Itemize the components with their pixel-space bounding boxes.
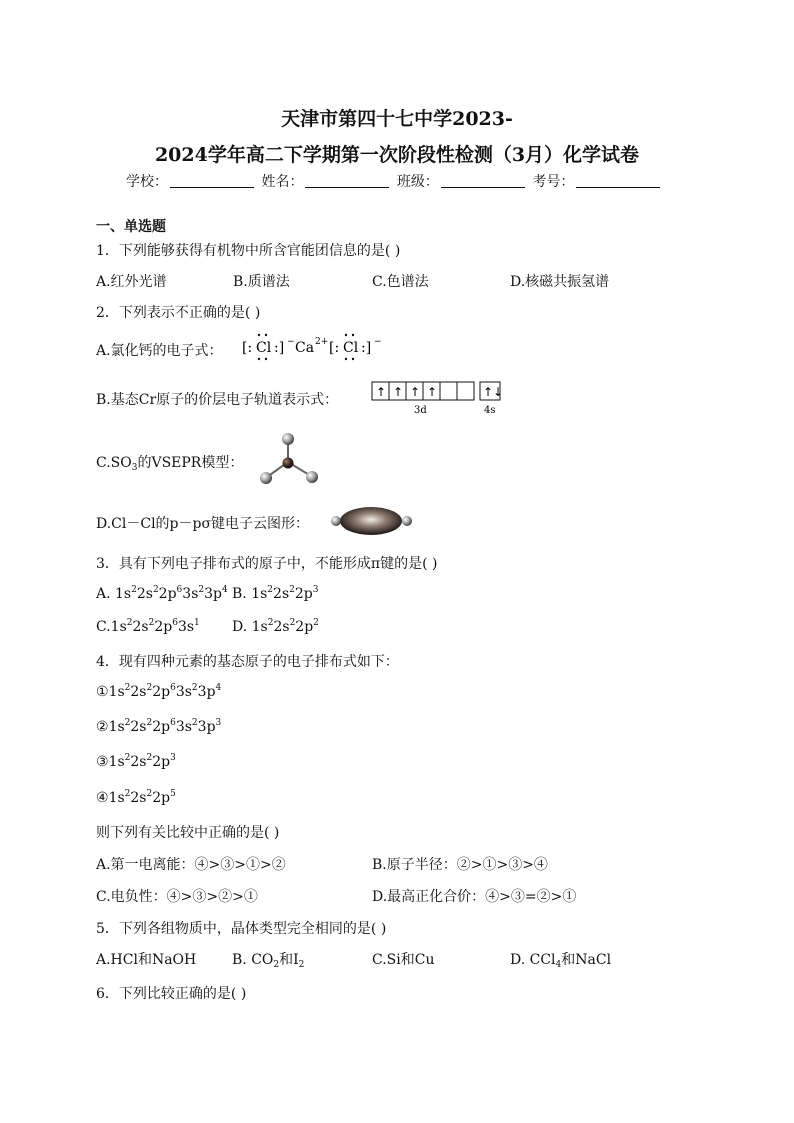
orbital-4s-label: 4s: [484, 405, 496, 416]
subshell-label: 2s: [130, 719, 147, 735]
q4-config-4: $④1s^22s^22p^5$: [96, 789, 176, 806]
q2-stem: 2．下列表示不正确的是( ): [96, 305, 261, 321]
q1-option-d: D.核磁共振氢谱: [510, 274, 610, 290]
so3-oxygen-right: [306, 471, 318, 483]
cacl2-minus-left: −: [287, 337, 295, 347]
q2-option-c-label: $C.SO_3$的VSEPR模型：: [96, 455, 244, 473]
electron-count: 1: [194, 618, 200, 628]
q2-option-d-label: D.Cl－Cl的p－pσ键电子云图形：: [96, 516, 310, 532]
subshell-label: 2s: [130, 684, 147, 700]
subshell-label: 2p: [154, 619, 173, 635]
electron-count: 2: [267, 585, 274, 595]
q3-option-d: D. $1s^22s^22p^2$: [232, 618, 319, 635]
cacl2-cl-left: Cl: [256, 340, 272, 356]
subshell-label: 2p: [152, 684, 171, 700]
subshell-label: 1s: [251, 586, 268, 602]
subshell-label: 2p: [294, 586, 313, 602]
q3-option-c: $C.1s^22s^22p^63s^1$: [96, 618, 200, 635]
q4-option-a: A.第一电离能：④>③>①>②: [96, 857, 286, 873]
electron-count: 2: [126, 618, 133, 628]
q4-stem: 4．现有四种元素的基态原子的电子排布式如下：: [96, 654, 399, 670]
number-blank[interactable]: [576, 174, 660, 188]
electron-count: 2: [124, 718, 131, 728]
q5-option-d: D. CCl$_4$和NaCl: [510, 952, 612, 970]
cl-atom-left: [331, 516, 341, 526]
q1-stem: 1．下列能够获得有机物中所含官能团信息的是( ): [96, 243, 401, 259]
electron-count: 3: [215, 718, 222, 728]
q1-option-b: B.质谱法: [233, 274, 290, 290]
spin-up-arrow: ↑: [376, 385, 387, 399]
so3-sulfur-center: [283, 458, 294, 469]
electron-count: 4: [221, 585, 228, 595]
section-heading: 一、单选题: [96, 219, 166, 235]
q3-option-b: B. $1s^22s^22p^3$: [232, 585, 319, 602]
q2-option-a-label: A.氯化钙的电子式：: [96, 343, 223, 359]
subshell-label: 1s: [115, 586, 132, 602]
subshell-label: 2s: [130, 754, 147, 770]
cr-orbital-diagram: [368, 378, 508, 418]
q4-option-b: B.原子半径：②>①>③>④: [372, 857, 548, 873]
q4-option-c: C.电负性：④>③>②>①: [96, 889, 258, 905]
electron-count: 2: [146, 718, 153, 728]
subshell-label: 2p: [158, 586, 177, 602]
electron-count: 2: [289, 585, 295, 595]
electron-count: 2: [148, 618, 155, 628]
sigma-bond-cloud: [340, 507, 402, 535]
q2-option-b-label: B.基态Cr原子的价层电子轨道表示式：: [96, 392, 339, 408]
subshell-label: 2p: [152, 719, 171, 735]
subshell-label: 2s: [136, 586, 153, 602]
subshell-label: 1s: [108, 754, 125, 770]
subshell-label: 1s: [251, 619, 268, 635]
subshell-label: 2p: [152, 790, 171, 806]
subshell-label: 1s: [108, 684, 125, 700]
cacl2-right-close: :]: [361, 340, 372, 356]
cacl2-right-bracket: [:: [329, 340, 340, 356]
cacl2-minus-right: −: [374, 337, 382, 347]
electron-count: 2: [124, 789, 131, 799]
subshell-label: 2s: [273, 619, 290, 635]
electron-count: 6: [170, 683, 176, 693]
electron-count: 2: [289, 618, 296, 628]
electron-count: 2: [267, 618, 274, 628]
q4-option-d: D.最高正化合价：④>③=②>①: [372, 889, 577, 905]
electron-count: 6: [170, 718, 176, 728]
subshell-label: 3p: [197, 719, 216, 735]
q1-option-a: A.红外光谱: [96, 274, 167, 290]
q5-stem: 5．下列各组物质中，晶体类型完全相同的是( ): [96, 921, 387, 937]
q4-config-2: $②1s^22s^22p^63s^23p^3$: [96, 718, 222, 735]
electron-count: 2: [191, 718, 198, 728]
cacl2-left-close: :]: [274, 340, 285, 356]
electron-count: 2: [152, 585, 159, 595]
electron-count: 6: [172, 618, 178, 628]
electron-count: 5: [170, 789, 176, 799]
electron-count: 3: [170, 753, 176, 763]
electron-count: 2: [146, 683, 153, 693]
subshell-label: 1s: [110, 619, 127, 635]
electron-count: 4: [215, 683, 222, 693]
q4-config-3: $③1s^22s^22p^3$: [96, 753, 176, 770]
cacl2-ca: Ca: [295, 340, 315, 356]
so3-oxygen-top: [282, 433, 294, 445]
subshell-label: 3s: [175, 684, 192, 700]
subshell-label: 2p: [152, 754, 171, 770]
electron-count: 2: [124, 683, 131, 693]
subshell-label: 3s: [175, 719, 192, 735]
q3-stem: 3．具有下列电子排布式的原子中，不能形成π键的是( ): [96, 556, 438, 572]
name-blank[interactable]: [305, 174, 389, 188]
electron-count: 2: [124, 753, 131, 763]
exam-title-line2: 2024学年高二下学期第一次阶段性检测（3月）化学试卷: [154, 144, 640, 166]
subshell-label: 3p: [204, 586, 222, 602]
subshell-label: 1s: [108, 790, 125, 806]
cacl2-cl-right: Cl: [343, 340, 359, 356]
number-label: 考号：: [532, 174, 575, 190]
spin-up-arrow: ↑: [410, 385, 421, 399]
orbital-3d-box: [440, 382, 457, 400]
cacl2-charge: 2+: [315, 337, 329, 347]
orbital-4s-arrows: ↑↓: [483, 385, 504, 399]
subshell-label: 3s: [177, 619, 195, 635]
subshell-label: 2s: [132, 619, 149, 635]
name-label: 姓名：: [261, 174, 304, 190]
q1-option-c: C.色谱法: [372, 274, 429, 290]
class-blank[interactable]: [441, 174, 525, 188]
electron-count: 3: [312, 585, 319, 595]
subshell-label: 3p: [197, 684, 216, 700]
electron-count: 2: [146, 753, 153, 763]
exam-title-line1: 天津市第四十七中学2023-: [281, 108, 513, 130]
cl-cl-sigma-cloud: [326, 504, 416, 540]
school-label: 学校：: [126, 174, 168, 190]
electron-count: 6: [176, 585, 183, 595]
spin-up-arrow: ↑: [427, 385, 438, 399]
subshell-label: 2p: [295, 619, 314, 635]
school-blank[interactable]: [170, 174, 254, 188]
orbital-3d-boxes: [372, 382, 474, 400]
q4-question: 则下列有关比较中正确的是( ): [96, 825, 280, 841]
q5-option-c: C.Si和Cu: [372, 952, 435, 968]
orbital-3d-box: [457, 382, 474, 400]
q4-config-1: $①1s^22s^22p^63s^23p^4$: [96, 683, 222, 700]
q3-option-a: A. $1s^22s^22p^63s^23p^4$: [96, 585, 228, 602]
subshell-label: 2s: [273, 586, 290, 602]
so3-vsepr-model: [254, 430, 324, 490]
electron-count: 2: [313, 618, 319, 628]
q6-stem: 6．下列比较正确的是( ): [96, 986, 247, 1002]
q5-option-b: B. $CO_2$和$I_2$: [232, 952, 305, 970]
cacl2-left-bracket: [:: [242, 340, 253, 356]
electron-count: 2: [191, 683, 198, 693]
subshell-label: 2s: [130, 790, 147, 806]
so3-oxygen-left: [260, 472, 272, 484]
cl-atom-right: [402, 516, 412, 526]
subshell-label: 1s: [108, 719, 125, 735]
q5-option-a: A.HCl和NaOH: [96, 952, 197, 968]
subshell-label: 3s: [182, 586, 199, 602]
electron-count: 2: [131, 585, 137, 595]
class-label: 班级：: [396, 174, 439, 190]
orbital-3d-label: 3d: [414, 405, 427, 416]
electron-count: 2: [198, 585, 205, 595]
electron-count: 2: [146, 789, 153, 799]
student-info-row: [126, 171, 663, 191]
spin-up-arrow: ↑: [393, 385, 404, 399]
cacl2-electron-formula: [238, 330, 388, 364]
